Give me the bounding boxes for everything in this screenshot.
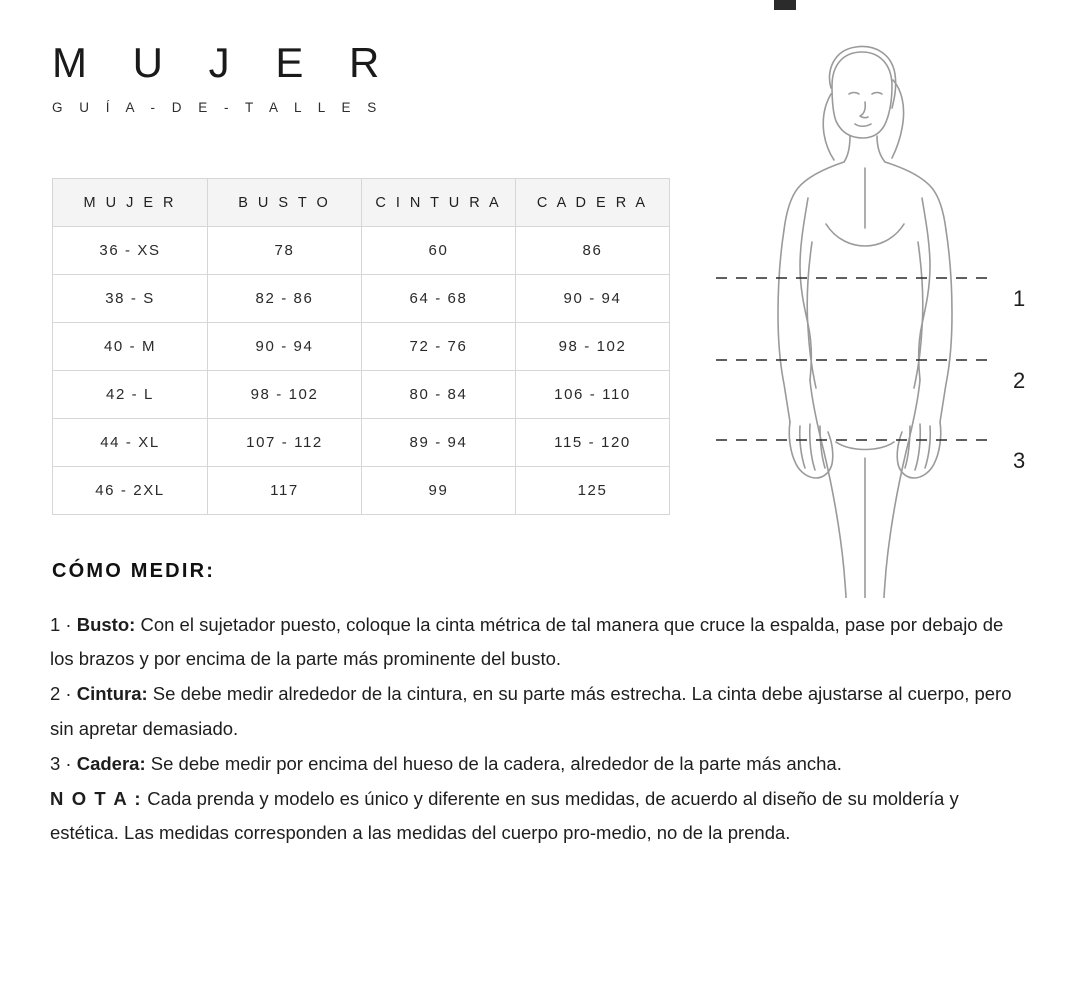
marker-1: 1: [1013, 286, 1026, 311]
instructions-body: [50, 608, 1028, 852]
column-header-cintura: C I N T U R A: [362, 179, 516, 227]
instruction-number-2: 2 ·: [50, 683, 77, 705]
cell-cintura: 89 - 94: [362, 419, 516, 467]
note-text: Cada prenda y modelo es único y diferente en sus medidas, de acuerdo al diseño de su moldería y estética. Las medidas corresponden a las medidas del cuerpo pro-medio, no de la prenda.: [50, 788, 959, 844]
top-crop-mark: [774, 0, 796, 10]
instruction-item-cintura: [50, 677, 1028, 745]
cell-cadera: 115 - 120: [516, 419, 670, 467]
instruction-item-busto: [50, 608, 1028, 676]
instruction-term-cintura: Cintura:: [76, 683, 148, 705]
cell-cadera: 125: [516, 467, 670, 515]
cell-cintura: 60: [362, 227, 516, 275]
instruction-text-busto: Con el sujetador puesto, coloque la cinta métrica de tal manera que cruce la espalda, pase por debajo de los brazos y por encima de la parte más prominente del busto.: [50, 614, 1004, 670]
cell-cintura: 99: [362, 467, 516, 515]
cell-cintura: 64 - 68: [362, 275, 516, 323]
instruction-text-cadera: Se debe medir por encima del hueso de la cadera, alrededor de la parte más ancha.: [145, 752, 842, 774]
instruction-item-cadera: [50, 747, 1028, 781]
marker-2: 2: [1013, 368, 1026, 393]
instruction-number-1: 1 ·: [50, 614, 77, 635]
cell-size: 42 - L: [53, 371, 208, 419]
cell-cadera: 98 - 102: [516, 323, 670, 371]
instruction-term-cadera: Cadera:: [76, 752, 146, 774]
page-header: [52, 39, 397, 115]
column-header-mujer: M U J E R: [53, 179, 208, 227]
table-row: [53, 227, 670, 275]
marker-3: 3: [1013, 448, 1026, 473]
page-title: M U J E R: [52, 39, 397, 86]
cell-cadera: 86: [516, 227, 670, 275]
table-row: [53, 419, 670, 467]
table-row: [53, 467, 670, 515]
instruction-text-cintura: Se debe medir alrededor de la cintura, en su parte más estrecha. La cinta debe ajustarse al cuerpo, pero sin apretar demasiado.: [50, 683, 1012, 739]
instruction-number-3: 3 ·: [50, 752, 77, 774]
cell-cadera: 106 - 110: [516, 371, 670, 419]
note-paragraph: [50, 782, 1028, 850]
cell-size: 40 - M: [53, 323, 208, 371]
column-header-cadera: C A D E R A: [516, 179, 670, 227]
cell-busto: 90 - 94: [208, 323, 362, 371]
cell-size: 46 - 2XL: [53, 467, 208, 515]
page-subtitle: G U Í A - D E - T A L L E S: [52, 100, 383, 115]
measurement-figure: [700, 28, 1060, 598]
cell-busto: 78: [208, 227, 362, 275]
cell-size: 44 - XL: [53, 419, 208, 467]
size-chart-table: [52, 178, 670, 515]
column-header-busto: B U S T O: [208, 179, 362, 227]
cell-busto: 107 - 112: [208, 419, 362, 467]
cell-cintura: 80 - 84: [362, 371, 516, 419]
female-body-icon: [700, 28, 1060, 598]
table-row: [53, 371, 670, 419]
how-to-measure-heading: CÓMO MEDIR:: [52, 560, 216, 582]
cell-busto: 117: [208, 467, 362, 515]
instruction-term-busto: Busto:: [76, 614, 136, 635]
note-label: N O T A :: [50, 788, 143, 810]
table-row: [53, 323, 670, 371]
cell-busto: 82 - 86: [208, 275, 362, 323]
cell-cintura: 72 - 76: [362, 323, 516, 371]
cell-cadera: 90 - 94: [516, 275, 670, 323]
table-row: [53, 275, 670, 323]
table-header-row: [53, 179, 670, 227]
cell-size: 36 - XS: [53, 227, 208, 275]
cell-busto: 98 - 102: [208, 371, 362, 419]
cell-size: 38 - S: [53, 275, 208, 323]
